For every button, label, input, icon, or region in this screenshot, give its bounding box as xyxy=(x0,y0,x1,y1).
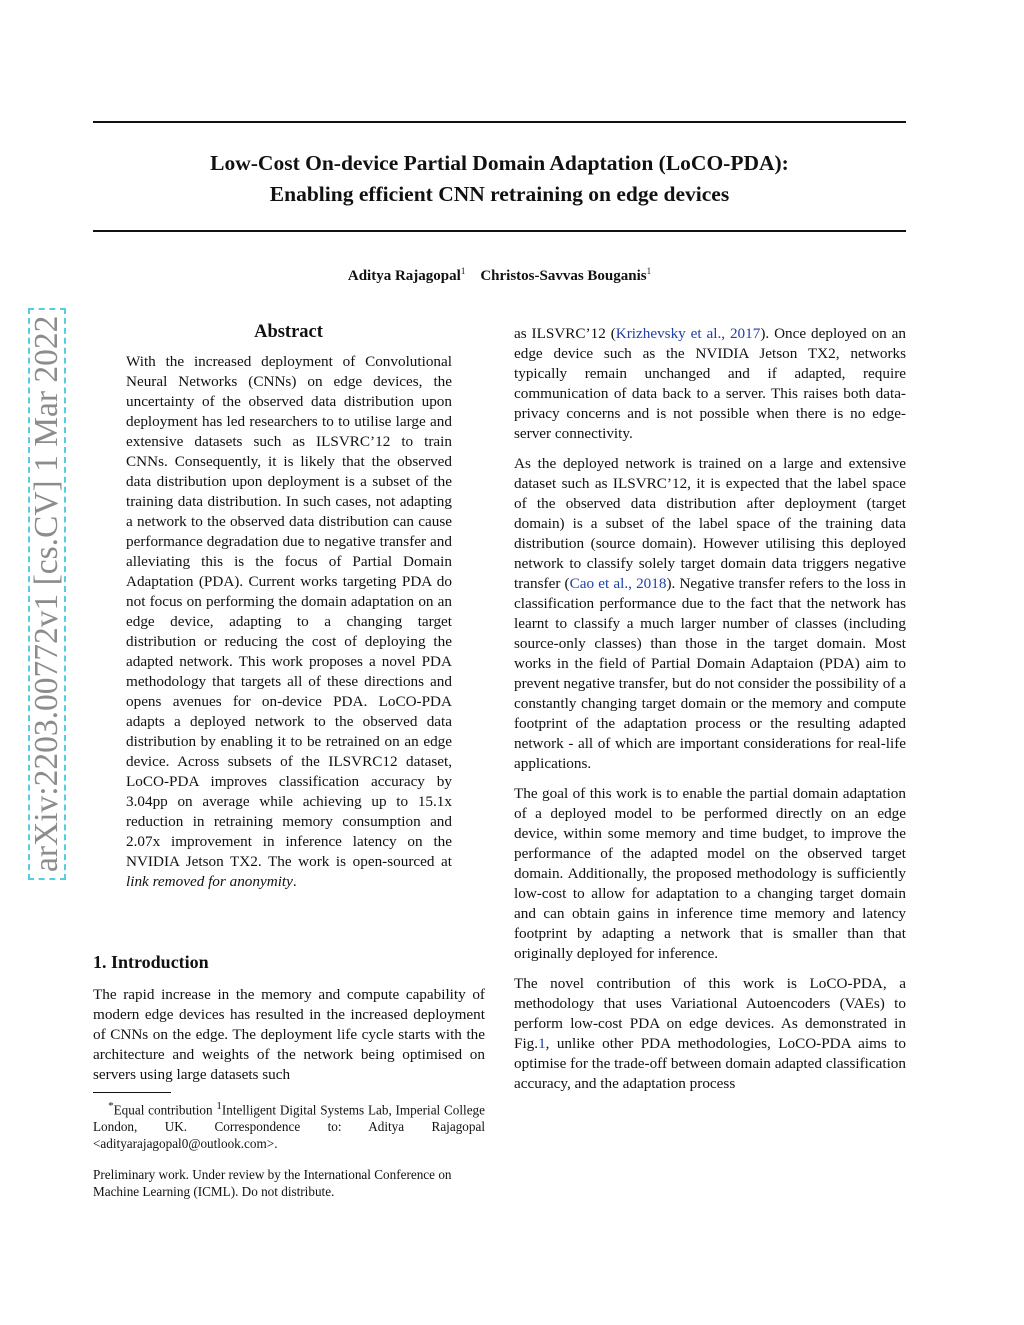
abstract-body-text: With the increased deployment of Convolutional Neural Networks (CNNs) on edge devices, the uncertainty of the observed data distribution upon deployment has led researchers to to utilise large and extensive datasets such as ILSVRC’12 to train CNNs. Consequently, it is likely that the observed data distribution upon deployment is a subset of the training data distribution. In such cases, not adapting a network to the observed data distribution can cause performance degradation due to negative transfer and alleviating this is the focus of Partial Domain Adaptation (PDA). Current works targeting PDA do not focus on performing the domain adaptation on an edge device, adapting to a changing target distribution or reducing the cost of deploying the adapted network. This work proposes a novel PDA methodology that targets all of these directions and opens avenues for on-device PDA. LoCO-PDA adapts a deployed network to the observed data distribution by enabling it to be retrained on an edge device. Across subsets of the ILSVRC12 dataset, LoCO-PDA improves classification accuracy by 3.04pp on average while achieving up to 15.1x reduction in retraining memory consumption and 2.07x improvement in inference latency on the NVIDIA Jetson TX2. The work is open-sourced at xyxy=(126,353,452,870)
footnote-mark: 1 xyxy=(216,1100,222,1112)
paper-title xyxy=(93,148,906,210)
figure-ref-link[interactable]: 1 xyxy=(538,1035,546,1052)
paragraph xyxy=(514,454,906,774)
footnote-text: Intelligent Digital Systems Lab, Imperial College London, UK. Correspondence to: Aditya Rajagopal <adityarajagopal0@outlook.com>. xyxy=(93,1102,485,1152)
author-name: Christos-Savvas Bouganis xyxy=(480,268,647,284)
footnote-text: Equal contribution xyxy=(113,1102,217,1118)
paragraph: The goal of this work is to enable the partial domain adaptation of a deployed model to be performed directly on an edge device, within some memory and time budget, to improve the performance of the adapted model on the observed target domain. Additionally, the proposed methodology is sufficiently low-cost to allow for adaptation to a changing target domain and can obtain gains in inference time memory and latency footprint by adapting a network that is smaller than that originally deployed for inference. xyxy=(514,785,906,962)
section-heading-introduction: 1. Introduction xyxy=(93,952,209,972)
paragraph-text: , unlike other PDA methodologies, LoCO-PDA aims to optimise for the trade-off between domain adapted classification accuracy, and the adaptation process xyxy=(514,1035,906,1092)
abstract-text xyxy=(126,352,452,892)
author-name: Aditya Rajagopal xyxy=(347,268,461,284)
author-list xyxy=(93,266,906,285)
paragraph-text: ). Negative transfer refers to the loss in classification performance due to the fact that the network has learnt to classify a much larger number of classes (including source-only classes) than those in the target domain. Most works in the field of Partial Domain Adaptaion (PDA) aim to prevent negative transfer, but do not consider the possibility of a constantly changing target domain or the memory and compute footprint of the adaptation process or the resulting adapted network - all of which are important considerations for real-life applications. xyxy=(514,575,907,772)
affiliation-footnote xyxy=(93,1098,485,1152)
footnote-mark: * xyxy=(108,1100,114,1112)
right-column xyxy=(514,324,906,1104)
anonymized-link-text: link removed for anonymity xyxy=(126,873,293,890)
abstract-heading: Abstract xyxy=(254,322,323,342)
paragraph-text: As the deployed network is trained on a large and extensive dataset such as ILSVRC’12, it is expected that the label space of the observed data distribution after deployment (target domain) is a subset of the label space of the training data distribution (source domain). However utilising this deployed network to classify solely target domain data triggers negative transfer ( xyxy=(514,455,906,592)
paragraph-text: ). Once deployed on an edge device such as the NVIDIA Jetson TX2, networks typically remain unchanged and if adapted, require communication of data back to a server. This raises both data-privacy concerns and is not possible when there is no edge-server connectivity. xyxy=(514,325,907,442)
abstract-end-punct: . xyxy=(292,873,297,890)
paragraph-text: The novel contribution of this work is LoCO-PDA, a methodology that uses Variational Autoencoders (VAEs) to perform low-cost PDA on edge devices. As demonstrated in Fig. xyxy=(514,975,906,1052)
citation-link[interactable]: Cao et al., 2018 xyxy=(569,575,667,592)
affiliation-mark: 1 xyxy=(460,266,466,276)
title-top-rule xyxy=(93,121,906,123)
title-line-1: Low-Cost On-device Partial Domain Adaptation (LoCO-PDA): xyxy=(210,151,789,175)
citation-link[interactable]: Krizhevsky et al., 2017 xyxy=(615,325,761,342)
footnote-divider xyxy=(93,1092,171,1093)
affiliation-mark: 1 xyxy=(646,266,652,276)
title-bottom-rule xyxy=(93,230,906,232)
arxiv-identifier[interactable]: arXiv:2203.00772v1 [cs.CV] 1 Mar 2022 xyxy=(28,308,66,880)
intro-paragraph: The rapid increase in the memory and compute capability of modern edge devices has resulted in the increased deployment of CNNs on the edge. The deployment life cycle starts with the architecture and weights of the network being optimised on servers using large datasets such xyxy=(93,986,485,1083)
paragraph xyxy=(514,324,906,444)
title-line-2: Enabling efficient CNN retraining on edge devices xyxy=(269,182,730,206)
paragraph xyxy=(514,974,906,1094)
preliminary-notice: Preliminary work. Under review by the International Conference on Machine Learning (ICML). Do not distribute. xyxy=(93,1167,452,1199)
paragraph-text: as ILSVRC’12 ( xyxy=(514,325,616,342)
